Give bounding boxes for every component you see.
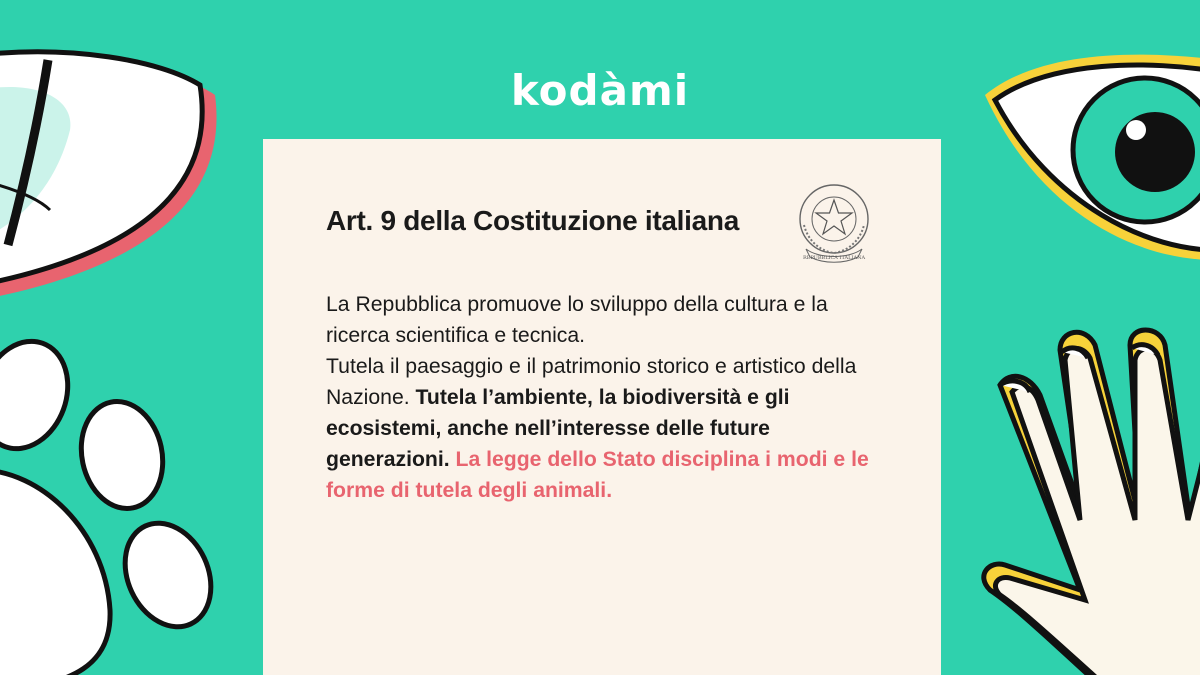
italian-emblem-icon <box>794 179 874 265</box>
article-paragraph-1: La Repubblica promuove lo sviluppo della cultura e la ricerca scientifica e tecnica. <box>326 293 828 347</box>
paw-print-illustration <box>0 329 227 675</box>
emblem-caption: REPUBBLICA ITALIANA <box>802 255 866 261</box>
brand-logo: kodàmi <box>510 66 690 115</box>
hand-illustration <box>984 330 1200 675</box>
article-paragraph-2: Tutela il paesaggio e il patrimonio storico e artistico della Nazione. <box>326 355 857 409</box>
article-body <box>326 289 886 506</box>
article-highlight-bold: Tutela l’ambiente, la biodiversità e gli ecosistemi, anche nell’interesse delle future generazioni. <box>326 386 790 471</box>
article-highlight-red: La legge dello Stato disciplina i modi e le forme di tutela degli animali. <box>326 448 869 502</box>
article-title: Art. 9 della Costituzione italiana <box>326 205 739 236</box>
article-card <box>263 139 941 675</box>
